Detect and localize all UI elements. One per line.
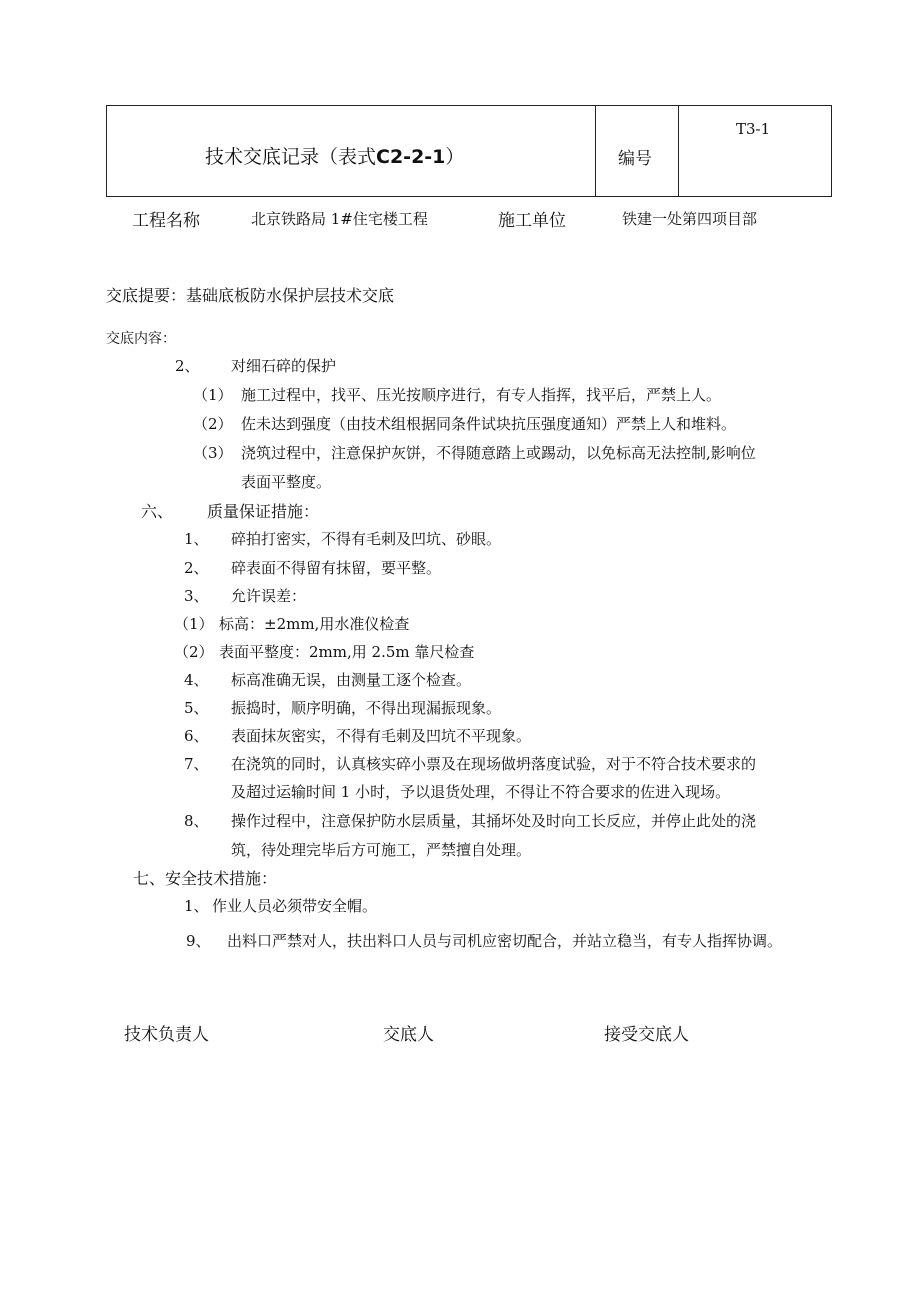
list-item-continuation: 筑，待处理完毕后方可施工，严禁擅自处理。 <box>231 841 532 859</box>
list-item-continuation: 及超过运输时间 1 小时，予以退货处理，不得让不符合要求的佐进入现场。 <box>231 783 731 801</box>
header-divider <box>595 106 596 196</box>
content-label: 交底内容： <box>106 331 176 347</box>
project-name-value: 北京铁路局 1#住宅楼工程 <box>251 210 428 228</box>
document-title: 技术交底记录（表式C2-2-1） <box>205 146 465 168</box>
number-value: T3-1 <box>736 120 771 138</box>
list-item: 表面平整度：2mm,用 2.5m 靠尺检查 <box>219 643 475 661</box>
list-item-number: 8、 <box>184 812 209 830</box>
number-label: 编号 <box>618 149 652 169</box>
section-title: 七、安全技术措施： <box>133 869 278 888</box>
list-item: 浇筑过程中，注意保护灰饼，不得随意踏上或踢动，以免标高无法控制,影响位 <box>241 444 756 462</box>
list-item-continuation: 表面平整度。 <box>241 473 332 491</box>
list-item: 作业人员必须带安全帽。 <box>212 897 378 915</box>
construction-unit-label: 施工单位 <box>498 211 566 231</box>
construction-unit-value: 铁建一处第四项目部 <box>622 210 758 228</box>
list-item-number: 1、 <box>184 530 209 548</box>
list-item: 在浇筑的同时，认真核实碎小票及在现场做坍落度试验，对于不符合技术要求的 <box>231 755 757 773</box>
list-item-number: 7、 <box>184 755 209 773</box>
list-item: 施工过程中，找平、压光按顺序进行，有专人指挥，找平后，严禁上人。 <box>241 386 722 404</box>
list-item-number: 9、 <box>186 932 211 950</box>
list-item-number: 1、 <box>184 897 209 915</box>
list-item: 操作过程中，注意保护防水层质量，其捅坏处及时向工长反应，并停止此处的浇 <box>231 812 757 830</box>
list-item: 碎拍打密实，不得有毛刺及凹坑、砂眼。 <box>231 530 502 548</box>
list-item-number: 5、 <box>184 699 209 717</box>
discloser-signature-label: 交底人 <box>383 1025 434 1045</box>
list-item: 佐未达到强度（由技术组根据同条件试块抗压强度通知）严禁上人和堆料。 <box>241 415 737 433</box>
list-item-number: （1） <box>174 615 214 633</box>
list-item-number: （2） <box>193 415 233 433</box>
disclosure-summary: 交底提要：基础底板防水保护层技术交底 <box>106 286 395 305</box>
section-title: 对细石碎的保护 <box>231 357 337 375</box>
list-item-number: 4、 <box>184 671 209 689</box>
receiver-signature-label: 接受交底人 <box>604 1025 689 1045</box>
section-number: 2、 <box>175 357 200 375</box>
project-name-label: 工程名称 <box>132 211 200 231</box>
list-item-number: （3） <box>193 444 233 462</box>
list-item-number: （2） <box>174 643 214 661</box>
list-item: 表面抹灰密实，不得有毛刺及凹坑不平现象。 <box>231 727 532 745</box>
header-divider <box>678 106 679 196</box>
list-item: 标高准确无误，由测量工逐个检查。 <box>231 671 472 689</box>
section-number: 六、 <box>141 502 174 521</box>
list-item: 振捣时，顺序明确，不得出现漏振现象。 <box>231 699 502 717</box>
list-item-number: （1） <box>193 386 233 404</box>
section-title: 质量保证措施： <box>207 502 320 521</box>
list-item-number: 3、 <box>184 587 209 605</box>
list-item: 标高：±2mm,用水准仪检查 <box>219 615 410 633</box>
tech-lead-signature-label: 技术负责人 <box>124 1025 209 1045</box>
header-table <box>106 105 832 197</box>
list-item: 碎表面不得留有抹留，要平整。 <box>231 559 442 577</box>
list-item: 允许误差： <box>231 587 307 605</box>
list-item-number: 2、 <box>184 559 209 577</box>
list-item-number: 6、 <box>184 727 209 745</box>
list-item: 出料口严禁对人，扶出料口人员与司机应密切配合，并站立稳当，有专人指挥协调。 <box>227 932 783 950</box>
